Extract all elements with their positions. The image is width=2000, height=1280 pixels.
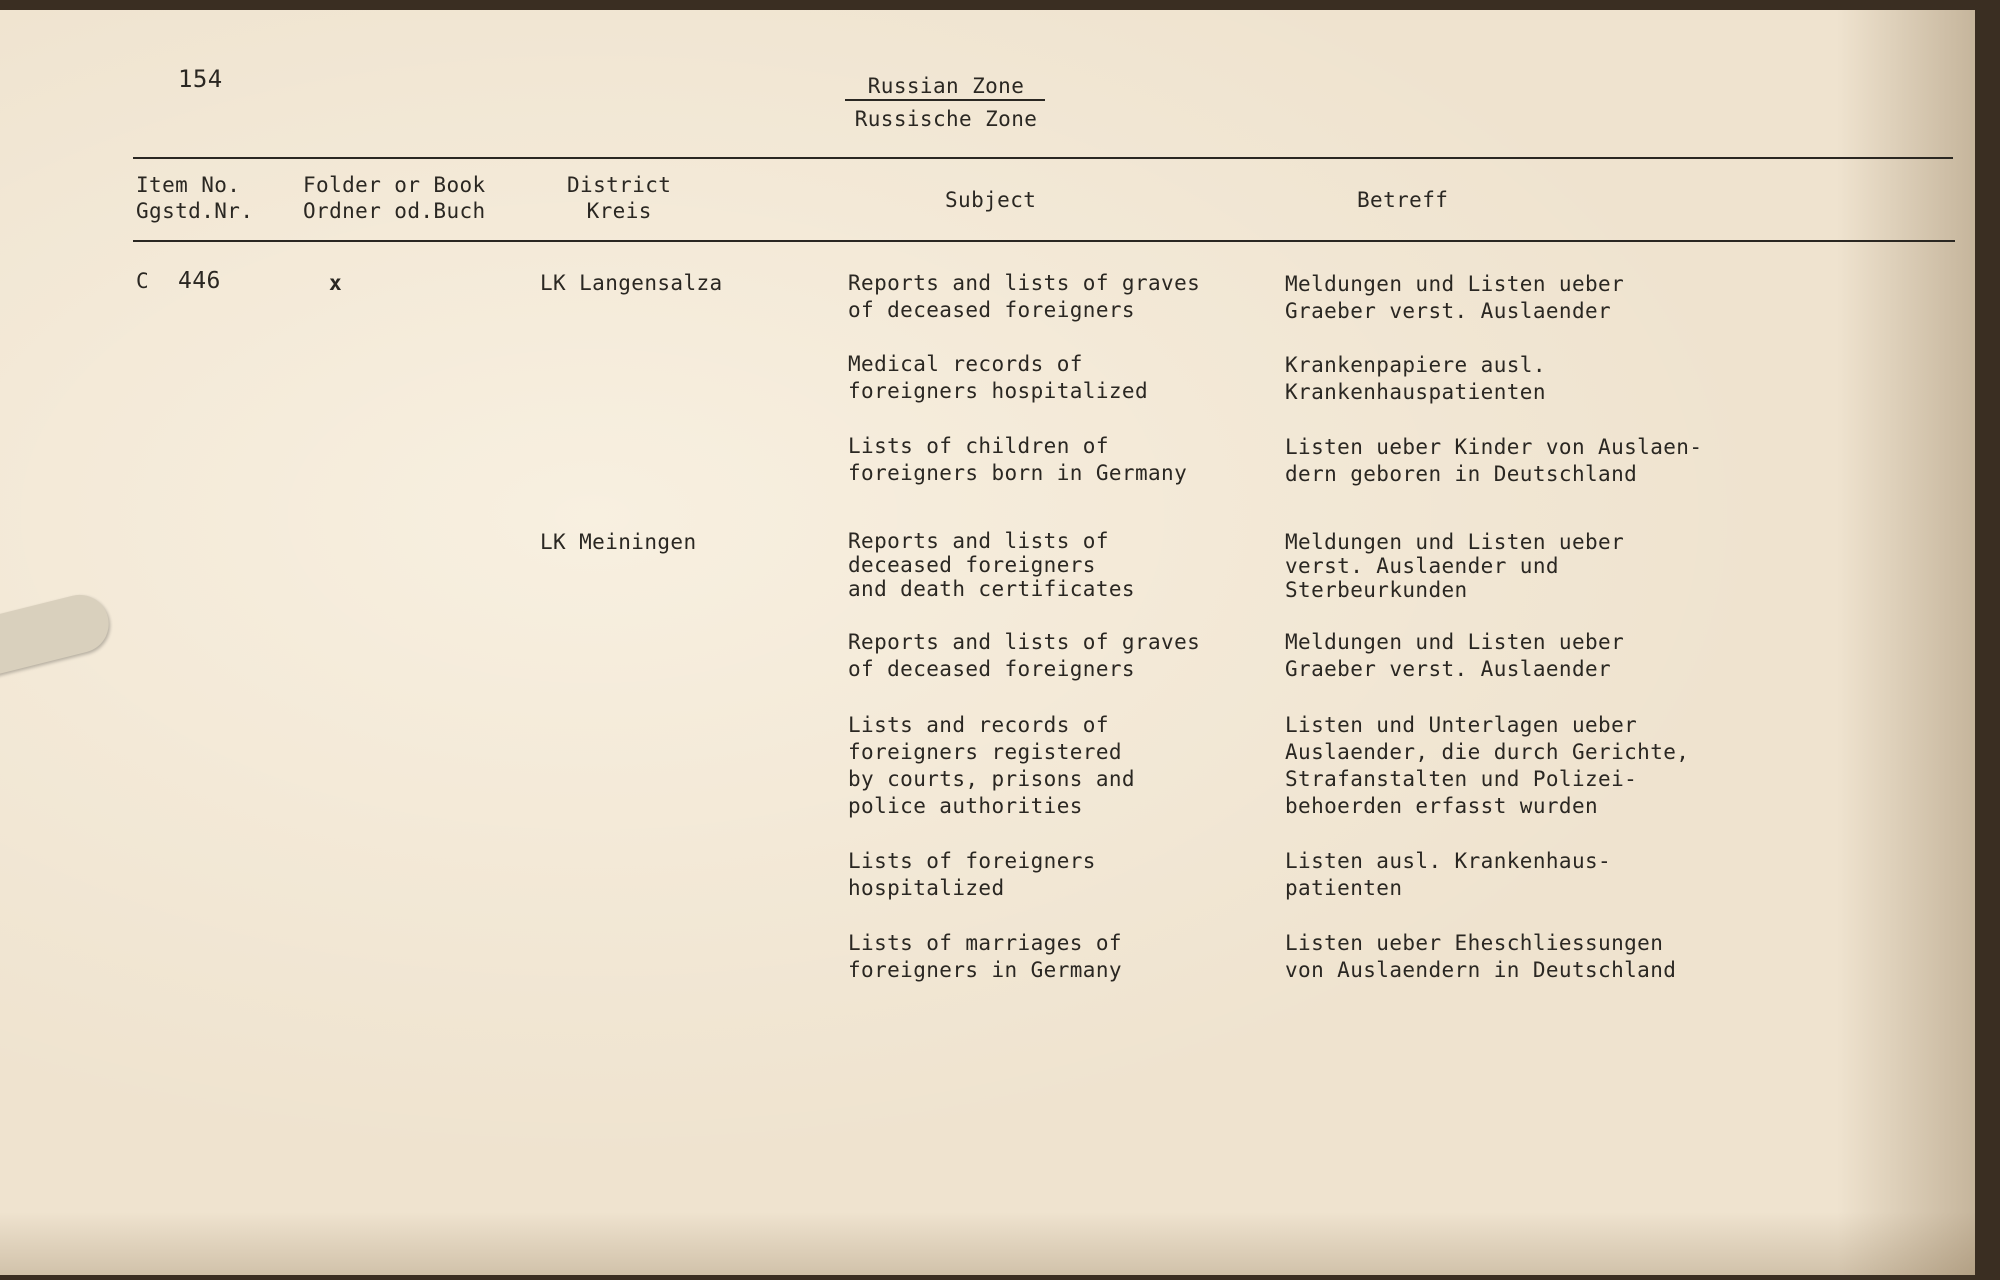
district-name: LK Meiningen <box>540 530 697 554</box>
betreff-entry: Listen und Unterlagen ueber Auslaender, die durch Gerichte, Strafanstalten und Polizei- behoerden erfasst wurden <box>1285 713 1690 818</box>
district-name: LK Langensalza <box>540 271 723 295</box>
subject-entry: Medical records of foreigners hospitalized <box>848 352 1148 403</box>
subject-entry: Reports and lists of graves of deceased foreigners <box>848 630 1201 681</box>
header-subject: Subject <box>945 188 1037 212</box>
header-betreff: Betreff <box>1357 188 1449 212</box>
zone-title-underline <box>845 99 1045 101</box>
header-folder-or-book: Folder or Book Ordner od.Buch <box>303 173 486 223</box>
document-page <box>0 10 1975 1275</box>
zone-title-german: Russische Zone <box>854 107 1038 131</box>
zone-title-english: Russian Zone <box>867 74 1025 98</box>
item-letter: C <box>136 269 150 293</box>
subject-entry: Lists of foreigners hospitalized <box>848 849 1096 900</box>
page-number: 154 <box>178 65 223 93</box>
header-bottom-rule <box>133 240 1955 242</box>
binder-tab <box>0 589 115 682</box>
betreff-entry: Meldungen und Listen ueber Graeber verst. Auslaender <box>1285 272 1625 323</box>
betreff-entry: Listen ueber Kinder von Auslaen- dern geboren in Deutschland <box>1285 435 1703 486</box>
betreff-entry: Listen ausl. Krankenhaus- patienten <box>1285 849 1612 900</box>
subject-entry: Lists of children of foreigners born in Germany <box>848 434 1188 485</box>
betreff-entry: Meldungen und Listen ueber Graeber verst. Auslaender <box>1285 630 1625 681</box>
betreff-entry: Krankenpapiere ausl. Krankenhauspatienten <box>1285 353 1546 404</box>
header-item-no: Item No. Ggstd.Nr. <box>136 173 254 223</box>
header-district: District Kreis <box>567 173 672 223</box>
item-number: 446 <box>178 268 221 294</box>
betreff-entry: Listen ueber Eheschliessungen von Auslaendern in Deutschland <box>1285 931 1677 982</box>
subject-entry: Lists of marriages of foreigners in Germany <box>848 931 1122 982</box>
header-top-rule <box>133 157 1953 159</box>
subject-entry: Lists and records of foreigners registered by courts, prisons and police authorities <box>848 713 1135 818</box>
subject-entry: Reports and lists of deceased foreigners and death certificates <box>848 529 1135 601</box>
folder-mark: x <box>329 271 343 295</box>
betreff-entry: Meldungen und Listen ueber verst. Auslaender und Sterbeurkunden <box>1285 530 1625 602</box>
subject-entry: Reports and lists of graves of deceased foreigners <box>848 271 1201 322</box>
